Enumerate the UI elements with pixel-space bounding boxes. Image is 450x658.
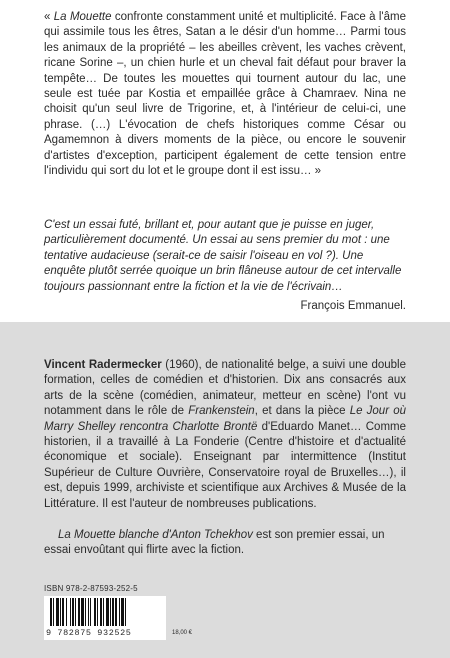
barcode-bar <box>50 598 52 626</box>
book-title: La Mouette blanche d'Anton Tchekhov <box>58 529 253 541</box>
barcode-bar <box>81 598 84 626</box>
quote-section <box>0 0 450 322</box>
barcode-bar <box>70 598 71 626</box>
author-name: Vincent Radermecker <box>44 359 162 371</box>
barcode-bar <box>75 598 76 626</box>
barcode-bar <box>125 598 126 626</box>
barcode-bar <box>88 598 89 626</box>
play-title: Le Jour où Marry Shelley rencontra Charlotte Brontë <box>44 405 406 433</box>
book-note: La Mouette blanche d'Anton Tchekhov est son premier essai, un essai envoûtant qui flirte avec la fiction. <box>44 529 385 557</box>
review-text: C'est un essai futé, brillant et, pour autant que je puisse en juger, particulièrement documenté. Un essai au sens premier du mot : une tentative audacieuse (serait-ce de saisir l'oiseau en vol ?). Une enquête plutôt serrée quoique un brin flâneuse autour de cet intervalle toujours passionnant entre la fiction et la vie de l'écrivain… <box>44 219 402 293</box>
barcode-bar <box>97 598 98 626</box>
barcode-bar <box>110 598 111 626</box>
barcode-bar <box>72 598 74 626</box>
barcode-digits: 9 782875 932525 <box>46 628 132 638</box>
barcode-bar <box>106 598 109 626</box>
barcode-bar <box>112 598 114 626</box>
price-label: 18,00 € <box>172 630 193 636</box>
barcode-bar <box>66 598 67 626</box>
barcode-bar <box>94 598 96 626</box>
quote-body: confronte constamment unité et multiplicité. Face à l'âme qui assimile tous les êtres, Satan a le désir d'un homme… Parmi tous les animaux de la propriété – les abeilles crèvent, les vaches crèvent, ricane Sorine –, un chien hurle et un cheval fait défaut pour braver la tempête… De toutes les mouettes qui tournent autour du lac, une seule est tuée par Kostia et empaillée grâce à Chamraev. Nina ne choisit qu'un seul livre de Trigorine, et, à l'intérieur de celui-ci, une phrase. (…) L'évocation de chefs historiques comme César ou Agamemnon à divers moments de la pièce, ou encore le souvenir d'artistes d'exception, participent également de cette tension entre l'individu qui sort du lot et le groupe dont il est issu… » <box>44 11 407 178</box>
barcode-bar <box>90 598 91 626</box>
barcode-bar <box>78 598 80 626</box>
barcode-bars <box>50 598 160 626</box>
excerpt-quote <box>44 10 406 179</box>
isbn-label: ISBN 978-2-87593-252-5 <box>44 584 138 593</box>
barcode-bar <box>115 598 117 626</box>
barcode-bar <box>62 598 64 626</box>
role-title: Frankenstein <box>188 405 255 418</box>
open-quote-mark: « <box>44 11 54 23</box>
quote-title: La Mouette <box>53 11 112 23</box>
barcode-bar <box>60 598 61 626</box>
barcode-bar <box>103 598 104 626</box>
barcode-bar <box>100 598 102 626</box>
barcode-bar <box>85 598 86 626</box>
barcode-bar <box>56 598 59 626</box>
barcode-bar <box>119 598 120 626</box>
barcode <box>44 596 166 640</box>
barcode-bar <box>53 598 54 626</box>
review-author: François Emmanuel. <box>300 300 406 312</box>
barcode-bar <box>121 598 124 626</box>
author-bio: Vincent Radermecker (1960), de nationalité belge, a suivi une double formation, celles de comédien et d'historien. Dix ans consacrés aux arts de la scène (comédien, animateur, metteur en scène) l'ont vu notamment dans le rôle de Frankenstein, et dans la pièce Le Jour où Marry Shelley rencontra Charlotte Brontë d'Eduardo Manet… Comme historien, il a travaillé à La Fonderie (Centre d'histoire et d'actualité économique et sociale). Enseignant par intermittence (Institut Supérieur de Culture Ouvrière, Conservatoire royal de Bruxelles…), il est, depuis 1999, archiviste et scientifique aux Archives & Musée de la Littérature. Il est l'auteur de nombreuses publications. <box>44 359 406 510</box>
